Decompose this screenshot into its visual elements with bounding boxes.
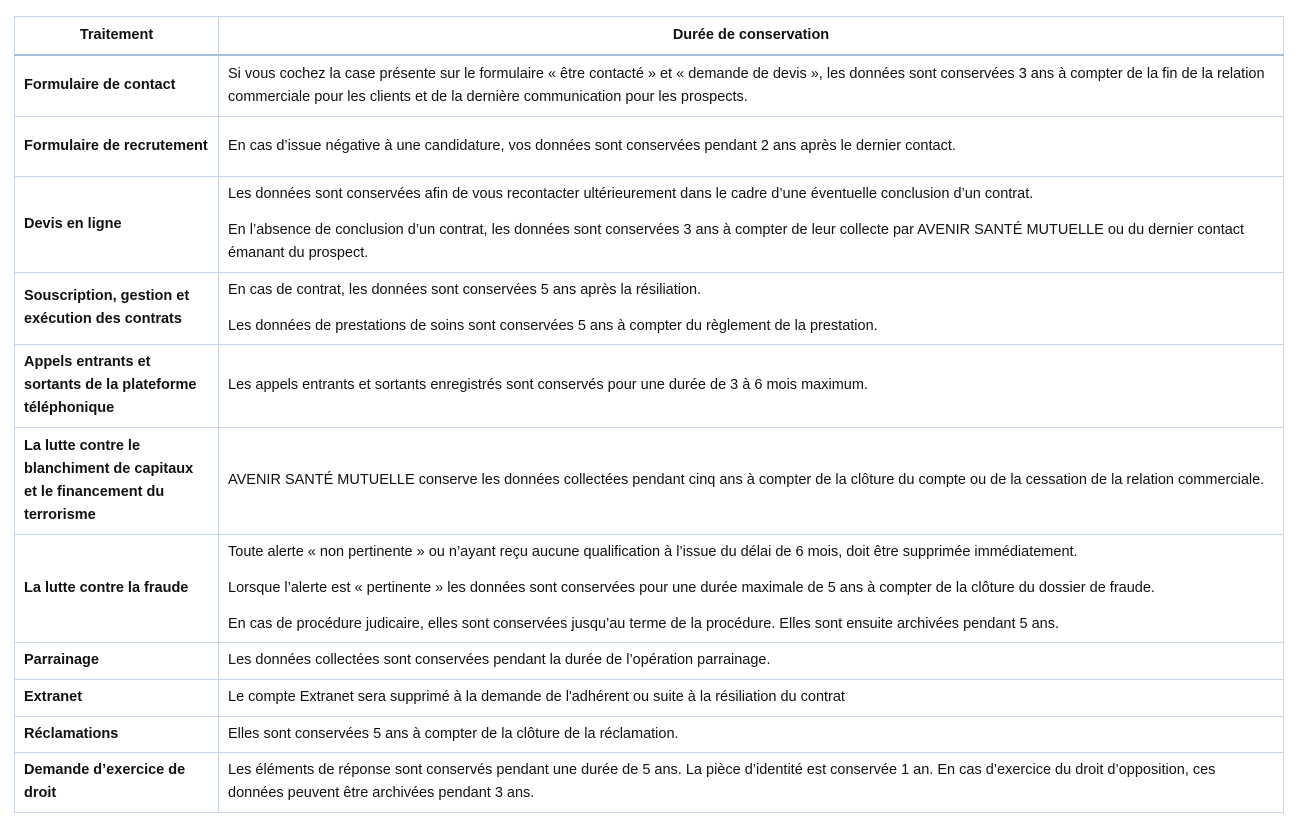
table-row bbox=[15, 272, 1284, 344]
table-row bbox=[15, 344, 1284, 427]
row-description bbox=[219, 176, 1284, 272]
retention-table bbox=[14, 16, 1284, 813]
description-paragraph: Toute alerte « non pertinente » ou n’ayant reçu aucune qualification à l’issue du délai de 6 mois, doit être supprimée immédiatement. bbox=[228, 543, 1078, 560]
description-paragraph: Lorsque l’alerte est « pertinente » les données sont conservées pour une durée maximale de 5 ans à compter de la clôture du dossier de fraude. bbox=[228, 579, 1155, 596]
description-paragraph: Elles sont conservées 5 ans à compter de la clôture de la réclamation. bbox=[228, 725, 679, 742]
row-description bbox=[219, 534, 1284, 642]
row-description bbox=[219, 679, 1284, 716]
description-paragraph: En l’absence de conclusion d’un contrat, les données sont conservées 3 ans à compter de leur collecte par AVENIR SANTÉ MUTUELLE ou du dernier contact émanant du prospect. bbox=[228, 222, 1245, 261]
table-row bbox=[15, 176, 1284, 272]
row-label: Appels entrants et sortants de la plateforme téléphonique bbox=[15, 344, 219, 427]
row-label: Parrainage bbox=[15, 642, 219, 679]
row-label: Formulaire de contact bbox=[15, 55, 219, 116]
description-paragraph: Les données sont conservées afin de vous recontacter ultérieurement dans le cadre d’une éventuelle conclusion d’un contrat. bbox=[228, 186, 1034, 202]
row-description bbox=[219, 116, 1284, 176]
row-description bbox=[219, 55, 1284, 116]
row-description bbox=[219, 344, 1284, 427]
description-paragraph: Les appels entrants et sortants enregistrés sont conservés pour une durée de 3 à 6 mois maximum. bbox=[228, 377, 868, 393]
description-paragraph: En cas de procédure judicaire, elles sont conservées jusqu’au terme de la procédure. Elles sont ensuite archivées pendant 5 ans. bbox=[228, 615, 1060, 632]
table-row bbox=[15, 427, 1284, 534]
description-paragraph: Les éléments de réponse sont conservés pendant une durée de 5 ans. La pièce d’identité est conservée 1 an. En cas d’exercice du droit d’opposition, ces données peuvent être archivées pendant 3 ans. bbox=[228, 762, 1216, 801]
row-description bbox=[219, 272, 1284, 344]
row-description bbox=[219, 752, 1284, 812]
header-treatment: Traitement bbox=[15, 17, 219, 56]
description-paragraph: Le compte Extranet sera supprimé à la demande de l'adhérent ou suite à la résiliation du contrat bbox=[228, 689, 845, 705]
row-description bbox=[219, 716, 1284, 752]
row-label: Souscription, gestion et exécution des contrats bbox=[15, 272, 219, 344]
row-label: Réclamations bbox=[15, 716, 219, 752]
table-row bbox=[15, 679, 1284, 716]
description-paragraph: En cas d’issue négative à une candidature, vos données sont conservées pendant 2 ans après le dernier contact. bbox=[228, 137, 956, 154]
table-row bbox=[15, 642, 1284, 679]
table-row bbox=[15, 116, 1284, 176]
description-paragraph: Les données collectées sont conservées pendant la durée de l’opération parrainage. bbox=[228, 652, 771, 668]
row-description bbox=[219, 427, 1284, 534]
description-paragraph: En cas de contrat, les données sont conservées 5 ans après la résiliation. bbox=[228, 281, 702, 298]
table-row bbox=[15, 716, 1284, 752]
row-label: Demande d’exercice de droit bbox=[15, 752, 219, 812]
description-paragraph: Les données de prestations de soins sont conservées 5 ans à compter du règlement de la prestation. bbox=[228, 317, 878, 334]
table-row bbox=[15, 534, 1284, 642]
description-paragraph: Si vous cochez la case présente sur le formulaire « être contacté » et « demande de devis », les données sont conservées 3 ans à compter de la fin de la relation commerciale pour les clients et de la dernière communication pour les prospects. bbox=[228, 65, 1265, 105]
row-description bbox=[219, 642, 1284, 679]
table-row bbox=[15, 752, 1284, 812]
table-row bbox=[15, 55, 1284, 116]
row-label: La lutte contre le blanchiment de capitaux et le financement du terrorisme bbox=[15, 427, 219, 534]
row-label: Formulaire de recrutement bbox=[15, 116, 219, 176]
description-paragraph: AVENIR SANTÉ MUTUELLE conserve les données collectées pendant cinq ans à compter de la clôture du compte ou de la cessation de la relation commerciale. bbox=[228, 472, 1265, 488]
row-label: La lutte contre la fraude bbox=[15, 534, 219, 642]
row-label: Devis en ligne bbox=[15, 176, 219, 272]
header-retention: Durée de conservation bbox=[219, 17, 1284, 56]
header-row bbox=[15, 17, 1284, 56]
row-label: Extranet bbox=[15, 679, 219, 716]
